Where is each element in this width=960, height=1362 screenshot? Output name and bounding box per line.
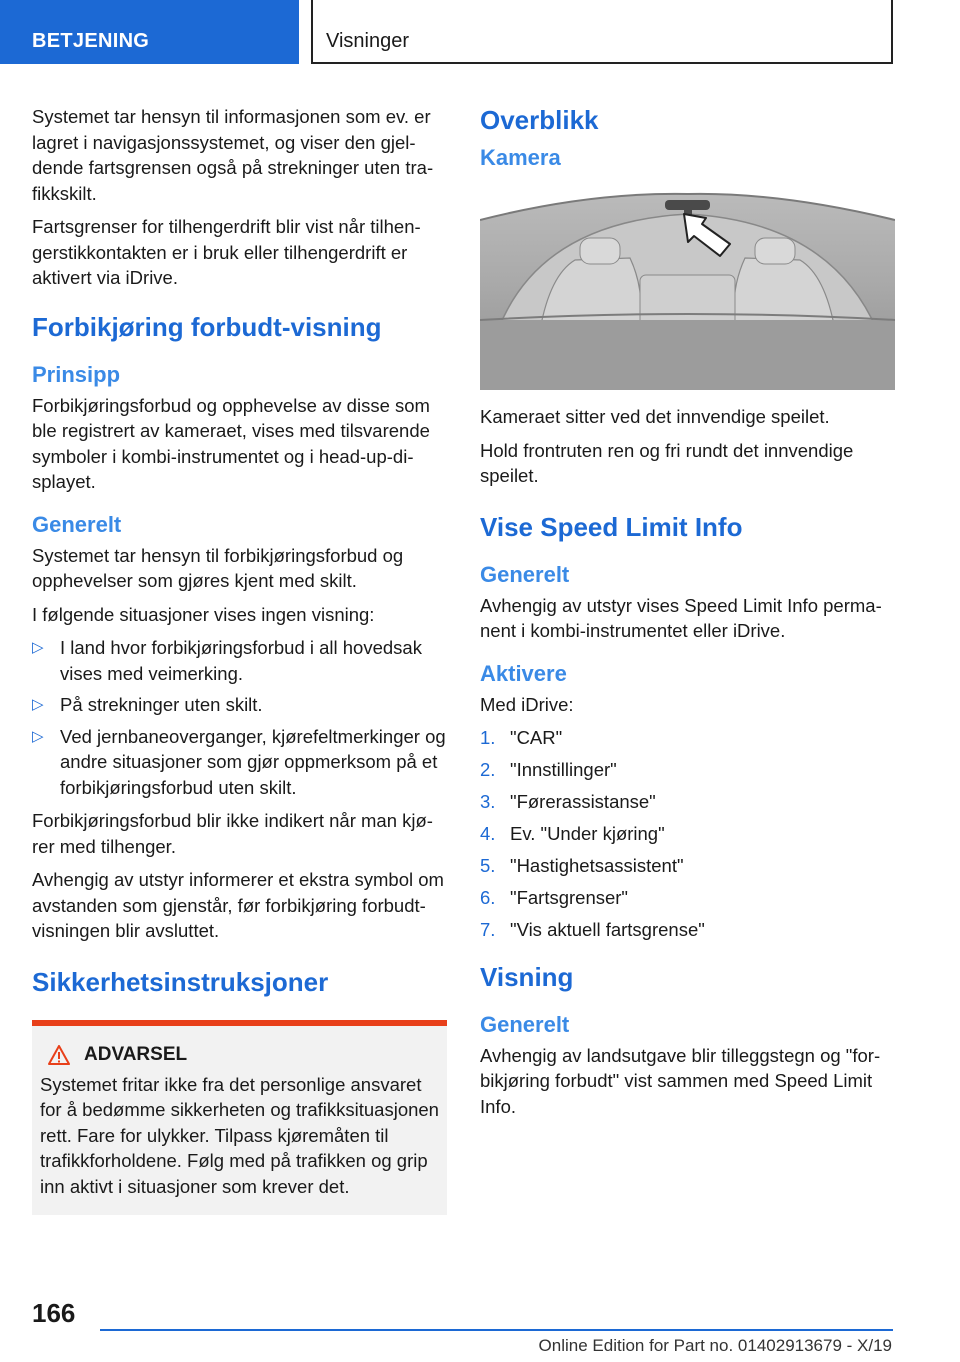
footer-edition: Online Edition for Part no. 01402913679 - X/19 (538, 1336, 892, 1355)
warning-triangle-icon (48, 1045, 70, 1065)
warning-title: ADVARSEL (84, 1043, 188, 1065)
footer-rule (100, 1329, 893, 1331)
generelt-paragraph-4: Avhengig av utstyr informerer et ekstra symbol om avstanden som gjenstår, før forbikjøring forbudt-visningen blir avsluttet. (32, 869, 444, 941)
warning-box (32, 1020, 447, 1216)
triangle-bullet-icon: ▷ (32, 696, 44, 713)
generelt-paragraph-1: Systemet tar hensyn til forbikjøringsforbud og opphevelser som gjøres kjent med skilt. (32, 544, 404, 591)
list-item: 5. "Hastighetsassistent" (480, 855, 684, 876)
warning-text: Systemet fritar ikke fra det personlige ansvaret for å bedømme sikkerheten og trafikksituasjonen rett. Fare for ulykker. Tilpass kjøremåten til trafikkforholdene. Følg med på trafikken og grip inn aktivt i situasjoner som krever det. (40, 1073, 439, 1197)
intro-paragraph-1: Systemet tar hensyn til informasjonen som ev. er lagret i navigasjonssystemet, og viser den gjeldende fartsgrensen også på strekninger uten trafikkskilt. (32, 106, 434, 204)
chapter-title: Visninger (326, 30, 410, 52)
section-title: BETJENING (32, 30, 150, 52)
list-item: 3. "Førerassistanse" (480, 791, 656, 812)
heading-generelt-right: Generelt (480, 561, 570, 587)
list-item: 2. "Innstillinger" (480, 759, 617, 780)
triangle-bullet-icon: ▷ (32, 639, 44, 656)
heading-kamera: Kamera (480, 145, 561, 170)
section-tab (0, 0, 299, 64)
heading-aktivere: Aktivere (480, 660, 567, 686)
warning-header (48, 1044, 439, 1066)
heading-sikkerhet: Sikkerhetsinstruksjoner (32, 966, 329, 997)
right-column (480, 104, 895, 1127)
list-item: ▷ På strekninger uten skilt. (32, 692, 447, 718)
heading-generelt: Generelt (32, 511, 122, 537)
prinsipp-paragraph: Forbikjøringsforbud og opphevelse av disse som ble registrert av kameraet, vises med tilsvarende symboler i kombi-instrumentet og i head-up-displayet. (32, 394, 430, 492)
page-number: 166 (32, 1298, 76, 1328)
left-column (32, 104, 447, 1215)
situations-list (32, 635, 447, 800)
heading-overblikk: Overblikk (480, 105, 599, 135)
generelt-paragraph-2: I følgende situasjoner vises ingen visning: (32, 603, 375, 625)
triangle-bullet-icon: ▷ (32, 727, 44, 745)
heading-forbikjoring: Forbikjøring forbudt-visning (32, 311, 382, 342)
idrive-steps (480, 725, 895, 943)
generelt-paragraph-3: Forbikjøringsforbud blir ikke indikert når man kjører med tilhenger. (32, 810, 433, 857)
kamera-paragraph-1: Kameraet sitter ved det innvendige speilet. (480, 406, 830, 427)
list-item: 1. "CAR" (480, 727, 563, 748)
list-item: 7. "Vis aktuell fartsgrense" (480, 919, 705, 940)
heading-generelt-visning: Generelt (480, 1011, 570, 1037)
intro-paragraph-2: Fartsgrenser for tilhengerdrift blir vist når tilhengerstikkontakten er i bruk eller tilhengerdrift er aktivert via iDrive. (32, 216, 421, 288)
heading-visning: Visning (480, 961, 574, 992)
heading-vise-speed-limit: Vise Speed Limit Info (480, 511, 743, 542)
list-item: ▷ I land hvor forbikjøringsforbud i all hovedsak vises med veimerking. (32, 637, 422, 684)
aktivere-paragraph: Med iDrive: (480, 693, 574, 715)
visning-paragraph: Avhengig av landsutgave blir tilleggstegn og "forbikjøring forbudt" vist sammen med Speed Limit Info. (480, 1044, 881, 1117)
vise-paragraph: Avhengig av utstyr vises Speed Limit Info permanent i kombi-instrumentet eller iDrive. (480, 594, 882, 641)
camera-location-illustration (480, 180, 895, 390)
list-item: 6. "Fartsgrenser" (480, 887, 629, 908)
kamera-paragraph-2: Hold frontruten ren og fri rundt det innvendige speilet. (480, 439, 854, 486)
chapter-tab (311, 0, 893, 64)
list-item: ▷ Ved jernbaneoverganger, kjørefeltmerkinger og andre situasjoner som gjør oppmerksom på et forbikjøringsforbud uten skilt. (32, 725, 446, 798)
heading-prinsipp: Prinsipp (32, 361, 121, 387)
list-item: 4. Ev. "Under kjøring" (480, 823, 665, 844)
